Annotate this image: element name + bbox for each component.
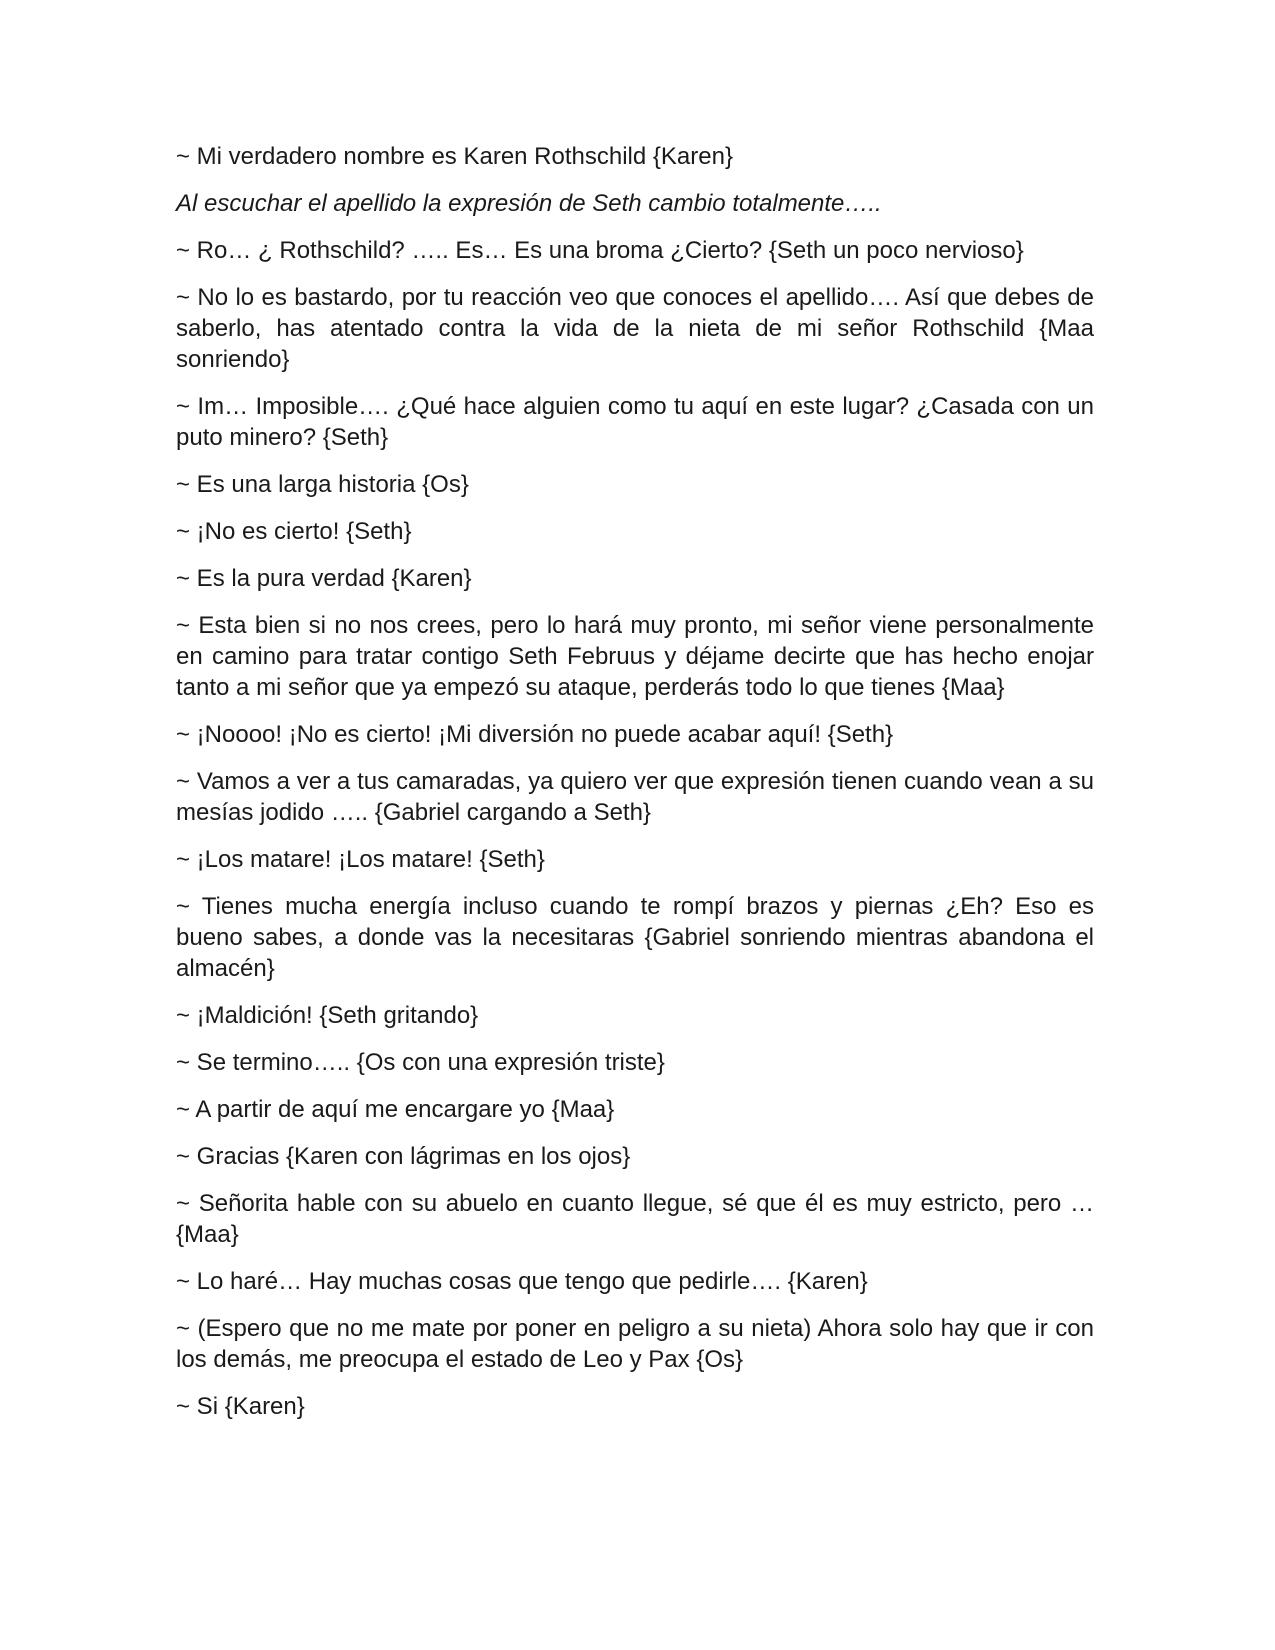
dialogue-line: ~ ¡Maldición! {Seth gritando} [176,1002,479,1029]
dialogue-line: ~ Es la pura verdad {Karen} [176,565,472,592]
dialogue-line: ~ Im… Imposible…. ¿Qué hace alguien como tu aquí en este lugar? ¿Casada con un puto minero? {Seth} [176,393,1094,451]
dialogue-line: ~ ¡Los matare! ¡Los matare! {Seth} [176,846,545,873]
dialogue-line: ~ Se termino….. {Os con una expresión triste} [176,1049,665,1076]
dialogue-line: ~ Señorita hable con su abuelo en cuanto llegue, sé que él es muy estricto, pero … {Maa} [176,1190,1094,1248]
document-page [176,141,1094,1438]
dialogue-line: ~ Vamos a ver a tus camaradas, ya quiero ver que expresión tienen cuando vean a su mesías jodido ….. {Gabriel cargando a Seth} [176,768,1094,826]
dialogue-line: ~ ¡Noooo! ¡No es cierto! ¡Mi diversión no puede acabar aquí! {Seth} [176,721,894,748]
dialogue-line: ~ Lo haré… Hay muchas cosas que tengo que pedirle…. {Karen} [176,1268,868,1295]
dialogue-line: ~ Tienes mucha energía incluso cuando te rompí brazos y piernas ¿Eh? Eso es bueno sabes, a donde vas la necesitaras {Gabriel sonriendo mientras abandona el almacén} [176,893,1094,982]
dialogue-line: ~ Mi verdadero nombre es Karen Rothschild {Karen} [176,143,733,170]
dialogue-line: ~ Si {Karen} [176,1393,305,1420]
dialogue-line: ~ Esta bien si no nos crees, pero lo hará muy pronto, mi señor viene personalmente en camino para tratar contigo Seth Februus y déjame decirte que has hecho enojar tanto a mi señor que ya empezó su ataque, perderás todo lo que tienes {Maa} [176,612,1094,701]
dialogue-line: ~ Gracias {Karen con lágrimas en los ojos} [176,1143,631,1170]
dialogue-line: ~ No lo es bastardo, por tu reacción veo que conoces el apellido…. Así que debes de saberlo, has atentado contra la vida de la nieta de mi señor Rothschild {Maa sonriendo} [176,284,1094,373]
dialogue-line: ~ ¡No es cierto! {Seth} [176,518,412,545]
dialogue-line: ~ Es una larga historia {Os} [176,471,469,498]
narration-line: Al escuchar el apellido la expresión de Seth cambio totalmente….. [176,190,882,217]
dialogue-line: ~ A partir de aquí me encargare yo {Maa} [176,1096,615,1123]
dialogue-line: ~ Ro… ¿ Rothschild? ….. Es… Es una broma ¿Cierto? {Seth un poco nervioso} [176,237,1024,264]
dialogue-line: ~ (Espero que no me mate por poner en peligro a su nieta) Ahora solo hay que ir con los demás, me preocupa el estado de Leo y Pax {Os} [176,1315,1094,1373]
